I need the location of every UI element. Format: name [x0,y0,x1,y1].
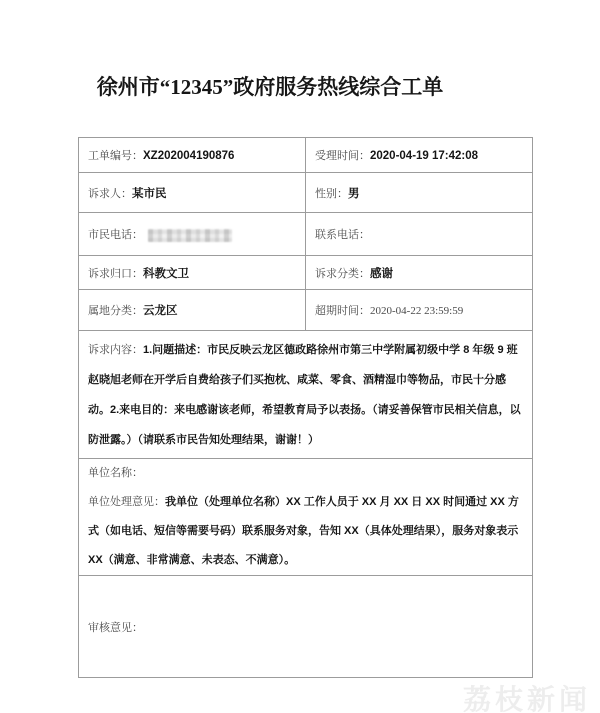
unit-opinion-text: 我单位（处理单位名称）XX 工作人员于 XX 月 XX 日 XX 时间通过 XX 方式（如电话、短信等需要号码）联系服务对象，告知 XX（具体处理结果），服务对象表示 XX（满意、非常满意、未表态、不满意）。 [88,496,519,566]
page-title: 徐州市“12345”政府服务热线综合工单 [96,75,444,99]
unit-opinion-label: 单位处理意见： [88,496,165,508]
table-row [79,290,533,331]
appeal-department-label: 诉求归口： [88,267,143,280]
deadline-label: 超期时间： [315,305,370,317]
requester-label: 诉求人： [88,187,132,200]
appeal-department-cell [79,256,306,290]
unit-section-cell [79,459,533,576]
appeal-content-cell [79,331,533,459]
citizen-phone-label: 市民电话： [88,229,143,241]
order-number-value: XZ202004190876 [143,150,235,162]
order-number-label: 工单编号： [88,150,143,162]
table-row [79,331,533,459]
gender-label: 性别： [315,187,348,200]
table-row [79,213,533,256]
appeal-content-text: 1.问题描述：市民反映云龙区德政路徐州市第三中学附属初级中学 8 年级 9 班赵晓旭老师在开学后自费给孩子们买抱枕、咸菜、零食、酒精湿巾等物品，市民十分感动。2.来电目的：来电感谢该老师，希望教育局予以表扬。（请妥善保管市民相关信息，以防泄露。）（请联系市民告知处理结果，谢谢！） [88,343,521,446]
unit-name-label: 单位名称： [88,467,143,479]
table-row [79,173,533,213]
deadline-cell [306,290,533,331]
review-section-cell [79,576,533,678]
redacted-phone-blur [148,229,232,242]
district-value: 云龙区 [143,305,178,317]
accept-time-label: 受理时间： [315,150,370,162]
table-row [79,138,533,173]
table-row [79,576,533,678]
watermark-text: 荔枝新闻 [463,684,592,713]
review-opinion-label: 审核意见： [88,621,143,634]
district-label: 属地分类： [88,305,143,317]
appeal-type-cell [306,256,533,290]
accept-time-cell [306,138,533,173]
citizen-phone-cell [79,213,306,256]
unit-name-line [88,459,523,488]
district-cell [79,290,306,331]
accept-time-value: 2020-04-19 17:42:08 [370,150,479,162]
appeal-type-label: 诉求分类： [315,267,370,280]
table-row [79,459,533,576]
appeal-type-value: 感谢 [370,267,393,280]
gender-cell [306,173,533,213]
contact-phone-cell [306,213,533,256]
gender-value: 男 [348,187,360,200]
appeal-department-value: 科教文卫 [143,267,189,280]
unit-opinion-line [88,488,523,575]
requester-cell [79,173,306,213]
requester-value: 某市民 [132,187,167,200]
order-number-cell [79,138,306,173]
table-row [79,256,533,290]
work-order-table [78,137,533,678]
appeal-content-label: 诉求内容： [88,343,143,356]
contact-phone-label: 联系电话： [315,229,370,241]
deadline-value: 2020-04-22 23:59:59 [370,305,464,317]
